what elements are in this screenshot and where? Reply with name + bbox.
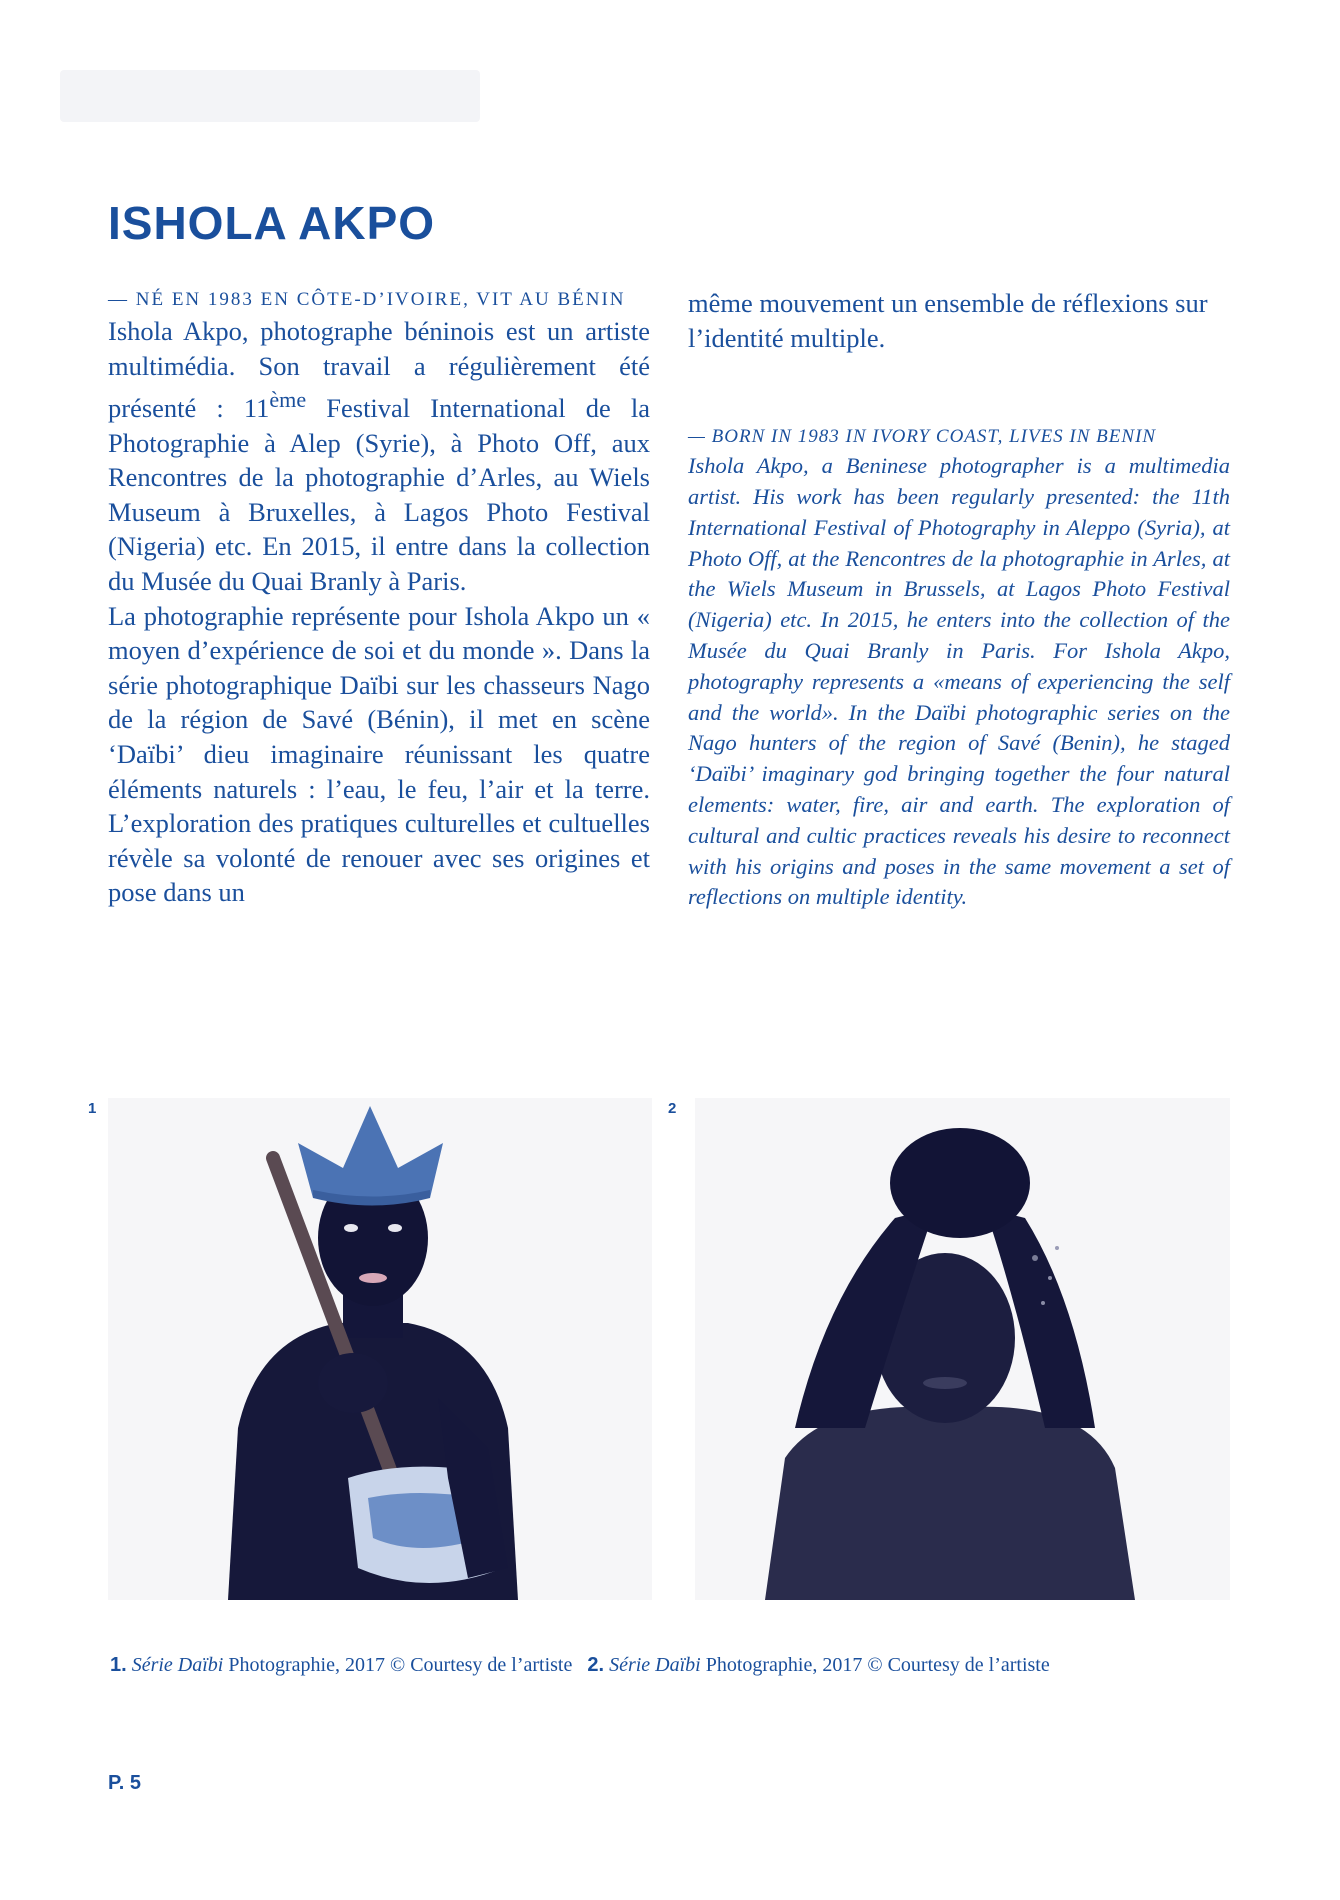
- figure-2-illustration: [695, 1098, 1230, 1600]
- page-number: P. 5: [108, 1772, 141, 1794]
- french-paragraph-1: [108, 314, 650, 599]
- watermark-shape: [60, 62, 500, 132]
- figure-1-photo: [108, 1098, 652, 1600]
- english-subhead: — BORN IN 1983 IN IVORY COAST, LIVES IN BENIN: [688, 426, 1157, 448]
- caption-2-credit: Photographie, 2017 © Courtesy de l’artiste: [700, 1654, 1050, 1676]
- french-subhead: — NÉ EN 1983 EN CÔTE-D’IVOIRE, VIT AU BÉNIN: [108, 289, 626, 310]
- english-column: [688, 286, 1230, 913]
- french-p1-sup: ème: [269, 387, 307, 413]
- caption-2-title: Série Daïbi: [609, 1654, 701, 1676]
- french-paragraph-2-continued: même mouvement un ensemble de réflexions sur l’identité multiple.: [688, 288, 1208, 353]
- figure-captions: [110, 1654, 1050, 1677]
- caption-1-credit: Photographie, 2017 © Courtesy de l’artiste: [223, 1654, 573, 1676]
- french-p1-a: Ishola Akpo, photographe béninois est un artiste multimédia. Son travail a régulièrement été présenté : 11: [108, 316, 650, 424]
- figure-2-number: 2: [668, 1100, 677, 1117]
- french-column: [108, 286, 650, 910]
- french-p1-b: Festival International de la Photographie à Alep (Syrie), à Photo Off, aux Rencontres de la photographie d’Arles, au Wiels Museum à Bruxelles, à Lagos Photo Festival (Nigeria) etc. En 2015, il entre dans la collection du Musée du Quai Branly à Paris.: [108, 393, 650, 596]
- caption-2-number: 2.: [587, 1654, 605, 1676]
- background-watermark: [60, 62, 500, 147]
- french-paragraph-2: La photographie représente pour Ishola Akpo un « moyen d’expérience de soi et du monde ». Dans la série photographique Daïbi sur les chasseurs Nago de la région de Savé (Bénin), il met en scène ‘Daïbi’ dieu imaginaire réunissant les quatre éléments naturels : l’eau, le feu, l’air et la terre. L’exploration des pratiques culturelles et cultuelles révèle sa volonté de renouer avec ses origines et pose dans un: [108, 600, 650, 908]
- figure-1-illustration: [108, 1098, 652, 1600]
- artist-name: ISHOLA AKPO: [108, 197, 436, 249]
- figure-1-number: 1: [88, 1100, 97, 1117]
- figure-2-photo: [695, 1098, 1230, 1600]
- caption-1-title: Série Daïbi: [131, 1654, 224, 1676]
- caption-1-number: 1.: [110, 1654, 127, 1676]
- english-paragraph: Ishola Akpo, a Beninese photographer is a multimedia artist. His work has been regularly presented: the 11th International Festival of Photography in Aleppo (Syria), at Photo Off, at the Rencontres de la photographie in Arles, at the Wiels Museum in Brussels, at Lagos Photo Festival (Nigeria) etc. In 2015, he enters into the collection of the Musée du Quai Branly in Paris. For Ishola Akpo, photography represents a «means of experiencing the self and the world». In the Daïbi photographic series on the Nago hunters of the region of Savé (Benin), he staged ‘Daïbi’ imaginary god bringing together the four natural elements: water, fire, air and earth. The exploration of cultural and cultic practices reveals his desire to reconnect with his origins and poses in the same movement a set of reflections on multiple identity.: [688, 453, 1230, 910]
